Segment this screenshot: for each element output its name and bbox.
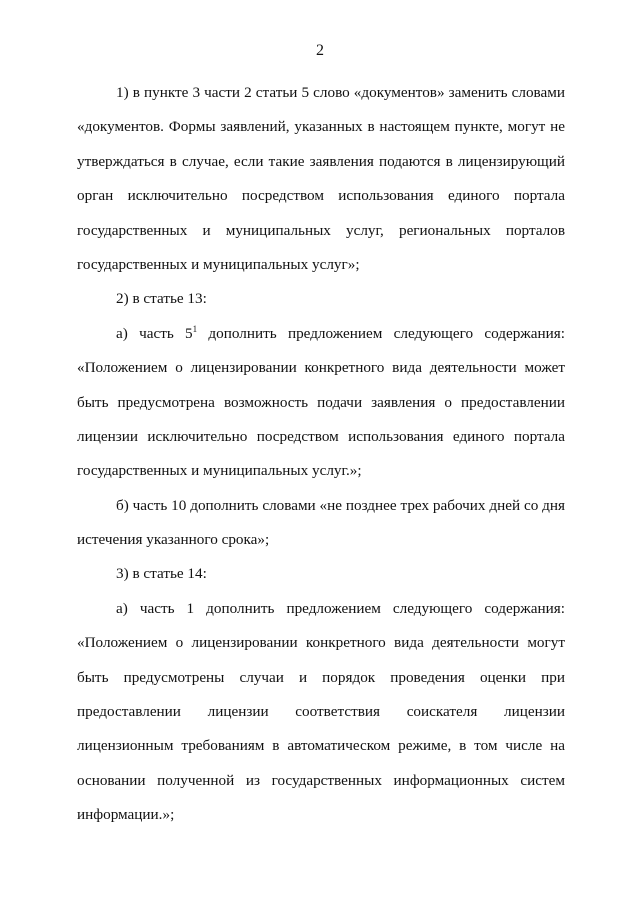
text-line-with-superscript <box>77 317 565 351</box>
text-line: 1) в пункте 3 части 2 статьи 5 слово «документов» заменить словами <box>116 84 565 101</box>
text-line: предоставлении лицензии соответствия соискателя лицензии <box>77 703 565 721</box>
text-line: 3) в статье 14: <box>116 565 207 583</box>
text-fragment: а) часть 5 <box>116 324 193 342</box>
text-line: «Положением о лицензировании конкретного вида деятельности могут <box>77 634 565 652</box>
text-line: «Положением о лицензировании конкретного вида деятельности может <box>77 359 565 377</box>
document-body <box>77 76 565 833</box>
text-line: основании полученной из государственных информационных систем <box>77 771 565 789</box>
page-number: 2 <box>316 42 324 59</box>
text-line: а) часть 1 дополнить предложением следующего содержания: <box>116 599 565 617</box>
text-line: государственных и муниципальных услуг.»; <box>77 462 362 480</box>
text-line: быть предусмотрены случаи и порядок проведения оценки при <box>77 668 565 686</box>
text-line: орган исключительно посредством использования единого портала <box>77 187 565 205</box>
text-line: быть предусмотрена возможность подачи заявления о предоставлении <box>77 393 565 411</box>
text-fragment: дополнить предложением следующего содержания: <box>197 324 565 342</box>
text-line: государственных и муниципальных услуг»; <box>77 255 360 273</box>
text-line: информации.»; <box>77 806 175 824</box>
text-line: утверждаться в случае, если такие заявления подаются в лицензирующий <box>77 152 565 170</box>
text-line: лицензии исключительно посредством использования единого портала <box>77 427 565 445</box>
text-line: б) часть 10 дополнить словами «не позднее трех рабочих дней со дня <box>116 496 565 514</box>
text-line: государственных и муниципальных услуг, региональных порталов <box>77 221 565 239</box>
text-line: лицензионным требованиям в автоматическом режиме, в том числе на <box>77 737 565 755</box>
text-line: «документов. Формы заявлений, указанных в настоящем пункте, могут не <box>77 118 565 136</box>
superscript: 1 <box>192 323 198 334</box>
text-line: истечения указанного срока»; <box>77 531 270 549</box>
text-line: 2) в статье 13: <box>116 290 207 308</box>
